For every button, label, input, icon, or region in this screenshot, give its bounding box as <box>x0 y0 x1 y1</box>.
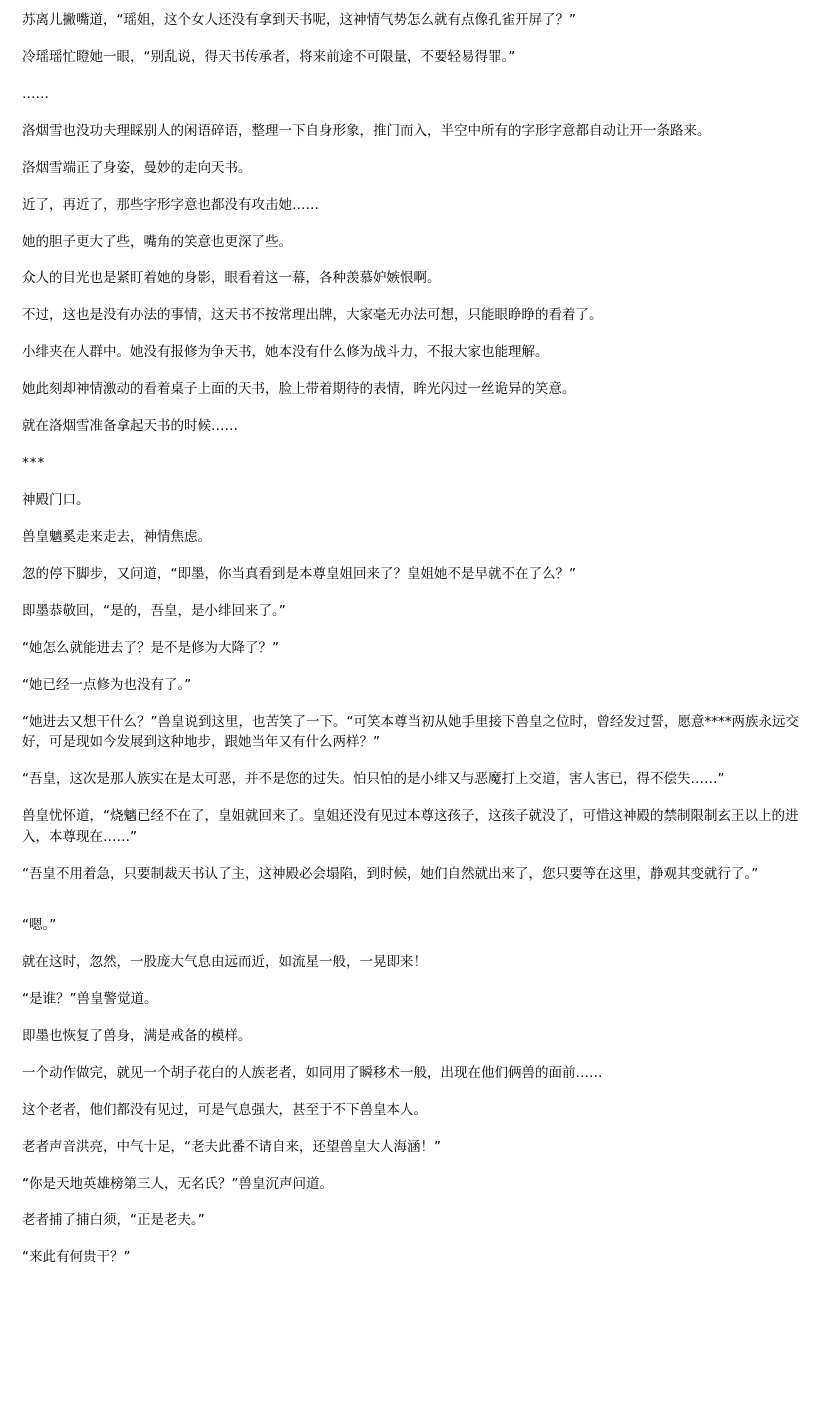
paragraph: “她怎么就能进去了？是不是修为大降了？” <box>22 639 279 656</box>
paragraph: …… <box>22 85 49 102</box>
paragraph: 一个动作做完，就见一个胡子花白的人族老者，如同用了瞬移术一般，出现在他们俩兽的面前…… <box>22 1064 603 1081</box>
paragraph: 兽皇魑奚走来走去，神情焦虑。 <box>22 528 211 545</box>
paragraph: “她进去又想干什么？”兽皇说到这里，也苦笑了一下。“可笑本尊当初从她手里接下兽皇之位时，曾经发过誓，愿意****两族永远交好，可是现如今发展到这种地步，跟她当年又有什么两样？” <box>22 713 799 751</box>
paragraph: 这个老者，他们都没有见过，可是气息强大，甚至于不下兽皇本人。 <box>22 1101 427 1118</box>
paragraph: 就在这时，忽然，一股庞大气息由远而近，如流星一般，一晃即来！ <box>22 953 427 970</box>
paragraph: “你是天地英雄榜第三人，无名氏？”兽皇沉声问道。 <box>22 1175 333 1192</box>
paragraph: “吾皇，这次是那人族实在是太可恶，并不是您的过失。怕只怕的是小绯又与恶魔打上交道，害人害已，得不偿失……” <box>22 771 725 788</box>
paragraph: “来此有何贵干？” <box>22 1249 131 1266</box>
paragraph: 她的胆子更大了些，嘴角的笑意也更深了些。 <box>22 233 292 250</box>
paragraph: 忽的停下脚步，又问道，“即墨，你当真看到是本尊皇姐回来了？皇姐她不是早就不在了么？” <box>22 565 576 582</box>
paragraph: 就在洛烟雪准备拿起天书的时候…… <box>22 418 238 435</box>
paragraph: 即墨恭敬回，“是的，吾皇，是小绯回来了。” <box>22 602 286 619</box>
paragraph: “她已经一点修为也没有了。” <box>22 676 192 693</box>
paragraph: “嗯。” <box>22 917 57 934</box>
paragraph: “是谁？”兽皇警觉道。 <box>22 990 158 1007</box>
paragraph: 洛烟雪也没功夫理睬别人的闲语碎语，整理一下自身形象，推门而入，半空中所有的字形字意都自动让开一条路来。 <box>22 122 711 139</box>
paragraph: 众人的目光也是紧盯着她的身影，眼看着这一幕，各种羡慕妒嫉恨啊。 <box>22 270 441 287</box>
paragraph: 兽皇忧怀道，“烧魑已经不在了，皇姐就回来了。皇姐还没有见过本尊这孩子，这孩子就没了，可惜这神殿的禁制限制玄王以上的进入，本尊现在……” <box>22 808 799 846</box>
document-body <box>22 10 817 1268</box>
paragraph: 小绯夹在人群中。她没有报修为争天书，她本没有什么修为战斗力，不报大家也能理解。 <box>22 344 549 361</box>
paragraph: *** <box>22 455 46 472</box>
paragraph: 近了，再近了，那些字形字意也都没有攻击她…… <box>22 196 319 213</box>
paragraph: 冷瑶瑶忙瞪她一眼，“别乱说，得天书传承者，将来前途不可限量，不要轻易得罪。” <box>22 48 516 65</box>
paragraph: 苏离儿撇嘴道，“瑶姐，这个女人还没有拿到天书呢，这神情气势怎么就有点像孔雀开屏了？” <box>22 12 576 28</box>
paragraph: 老者声音洪亮，中气十足，“老夫此番不请自来，还望兽皇大人海涵！” <box>22 1138 441 1155</box>
paragraph: 老者捕了捕白须，“正是老夫。” <box>22 1212 205 1229</box>
paragraph: 洛烟雪端正了身姿，曼妙的走向天书。 <box>22 159 252 176</box>
paragraph: 神殿门口。 <box>22 491 90 508</box>
paragraph: 她此刻却神情激动的看着桌子上面的天书，脸上带着期待的表情，眸光闪过一丝诡异的笑意。 <box>22 381 576 398</box>
paragraph: 不过，这也是没有办法的事情，这天书不按常理出牌，大家毫无办法可想，只能眼睁睁的看着了。 <box>22 307 603 324</box>
paragraph: “吾皇不用着急，只要制裁天书认了主，这神殿必会塌陷，到时候，她们自然就出来了，您只要等在这里，静观其变就行了。” <box>22 866 759 883</box>
paragraph: 即墨也恢复了兽身，满是戒备的模样。 <box>22 1027 252 1044</box>
